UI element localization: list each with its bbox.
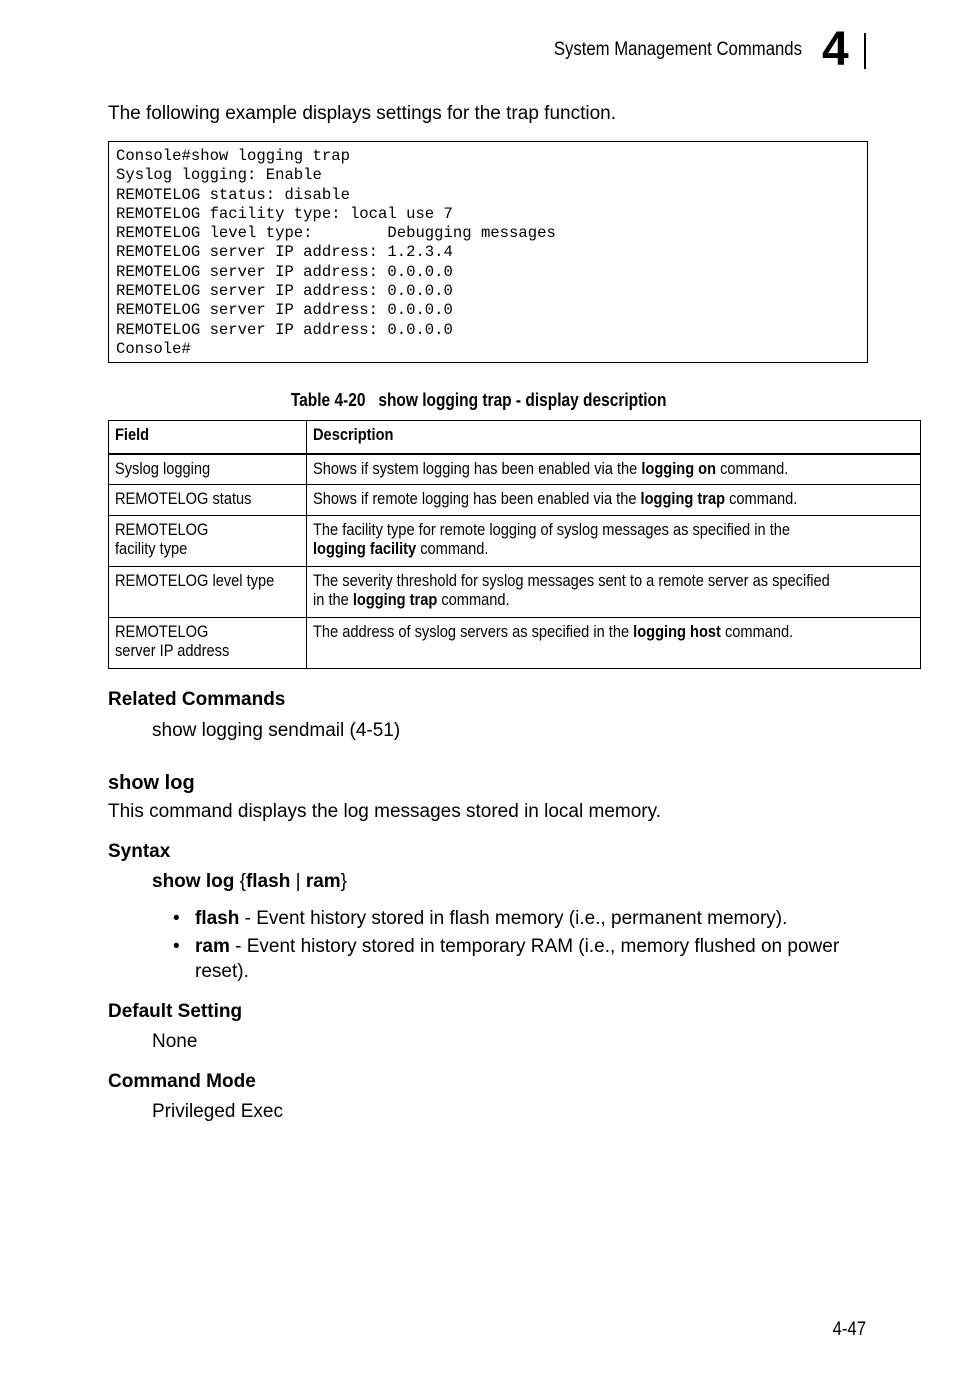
- code-line: REMOTELOG facility type: local use 7: [116, 204, 453, 223]
- default-setting-heading: Default Setting: [108, 1001, 243, 1022]
- syntax-separator: |: [290, 871, 306, 892]
- page-number: 4-47: [832, 1319, 866, 1340]
- description-text: command.: [721, 622, 794, 641]
- description-text: command.: [416, 539, 489, 558]
- bullet-item-flash: [195, 906, 855, 931]
- description-text: command.: [437, 590, 510, 609]
- command-keyword: logging trap: [640, 489, 726, 508]
- field-cell: [109, 454, 307, 485]
- bullet-item-ram: [195, 934, 855, 984]
- field-cell: [109, 516, 307, 567]
- code-line: REMOTELOG server IP address: 0.0.0.0: [116, 282, 453, 301]
- description-text: Shows if system logging has been enabled via the: [313, 458, 642, 478]
- table-row: [109, 567, 921, 618]
- command-keyword: logging host: [633, 622, 722, 641]
- command-mode-value: Privileged Exec: [152, 1101, 283, 1122]
- description-text: The facility type for remote logging of syslog messages as specified in the: [313, 520, 791, 539]
- syntax-brace-close: }: [340, 871, 348, 892]
- table-row: [109, 485, 921, 516]
- code-line: Console#show logging trap: [116, 147, 350, 165]
- field-text: REMOTELOG: [115, 622, 209, 641]
- field-text: facility type: [115, 539, 188, 558]
- syntax-brace-open: {: [234, 871, 246, 892]
- code-line: REMOTELOG status: disable: [116, 185, 350, 204]
- field-cell: [109, 618, 307, 669]
- description-text: The address of syslog servers as specified in the: [313, 622, 634, 641]
- description-text: command.: [725, 489, 798, 508]
- table-header-description: Description: [307, 421, 921, 454]
- command-description: This command displays the log messages stored in local memory.: [108, 801, 661, 822]
- description-cell: [307, 454, 921, 485]
- chapter-divider: [864, 33, 866, 69]
- table-row: [109, 454, 921, 485]
- code-example: [108, 141, 868, 363]
- description-text: in the: [313, 590, 354, 609]
- description-cell: [307, 618, 921, 669]
- syntax-line: [152, 871, 347, 893]
- syntax-command: show log: [152, 871, 235, 892]
- command-mode-heading: Command Mode: [108, 1071, 256, 1092]
- description-cell: [307, 485, 921, 516]
- description-cell: [307, 516, 921, 567]
- field-text: server IP address: [115, 641, 230, 660]
- syntax-heading: Syntax: [108, 841, 171, 862]
- description-text: command.: [716, 458, 789, 478]
- table-header-field: Field: [109, 421, 307, 454]
- field-text: REMOTELOG: [115, 520, 209, 539]
- syntax-option-flash: flash: [245, 871, 291, 892]
- bullet-text: - Event history stored in flash memory (i.e., permanent memory).: [239, 908, 788, 929]
- syntax-option-ram: ram: [305, 871, 341, 892]
- field-cell: [109, 485, 307, 516]
- code-line: REMOTELOG server IP address: 0.0.0.0: [116, 301, 453, 320]
- command-title: show log: [108, 772, 195, 794]
- field-text: REMOTELOG level type: [115, 571, 275, 590]
- table-row: [109, 516, 921, 567]
- code-line: REMOTELOG server IP address: 1.2.3.4: [116, 243, 453, 262]
- bullet-marker: •: [173, 936, 180, 957]
- related-command-item: show logging sendmail (4-51): [152, 720, 401, 741]
- command-keyword: logging trap: [353, 590, 438, 609]
- field-text: REMOTELOG status: [115, 489, 252, 508]
- code-line: REMOTELOG server IP address: 0.0.0.0: [116, 320, 453, 339]
- chapter-number: 4: [822, 23, 849, 76]
- code-line: Syslog logging: Enable: [116, 166, 322, 185]
- field-cell: [109, 567, 307, 618]
- code-line: Console#: [116, 339, 191, 358]
- table-row: [109, 618, 921, 669]
- description-text: The severity threshold for syslog messages sent to a remote server as specified: [313, 571, 830, 590]
- command-keyword: logging on: [641, 458, 717, 478]
- bullet-term: flash: [195, 908, 240, 929]
- code-line: REMOTELOG level type: Debugging messages: [116, 224, 556, 243]
- description-cell: [307, 567, 921, 618]
- code-line: REMOTELOG server IP address: 0.0.0.0: [116, 262, 453, 281]
- bullet-text: - Event history stored in temporary RAM (i.e., memory flushed on power reset).: [195, 936, 840, 982]
- related-commands-heading: Related Commands: [108, 689, 286, 710]
- bullet-term: ram: [195, 936, 230, 957]
- table-caption: Table 4-20 show logging trap - display description: [290, 390, 667, 410]
- command-keyword: logging facility: [313, 539, 417, 558]
- description-text: Shows if remote logging has been enabled via the: [313, 489, 641, 508]
- bullet-marker: •: [173, 908, 180, 929]
- default-setting-value: None: [152, 1031, 198, 1052]
- description-table: [108, 420, 921, 669]
- header-section-title: System Management Commands: [553, 39, 802, 60]
- field-text: Syslog logging: [115, 458, 211, 478]
- intro-paragraph: The following example displays settings for the trap function.: [108, 103, 616, 124]
